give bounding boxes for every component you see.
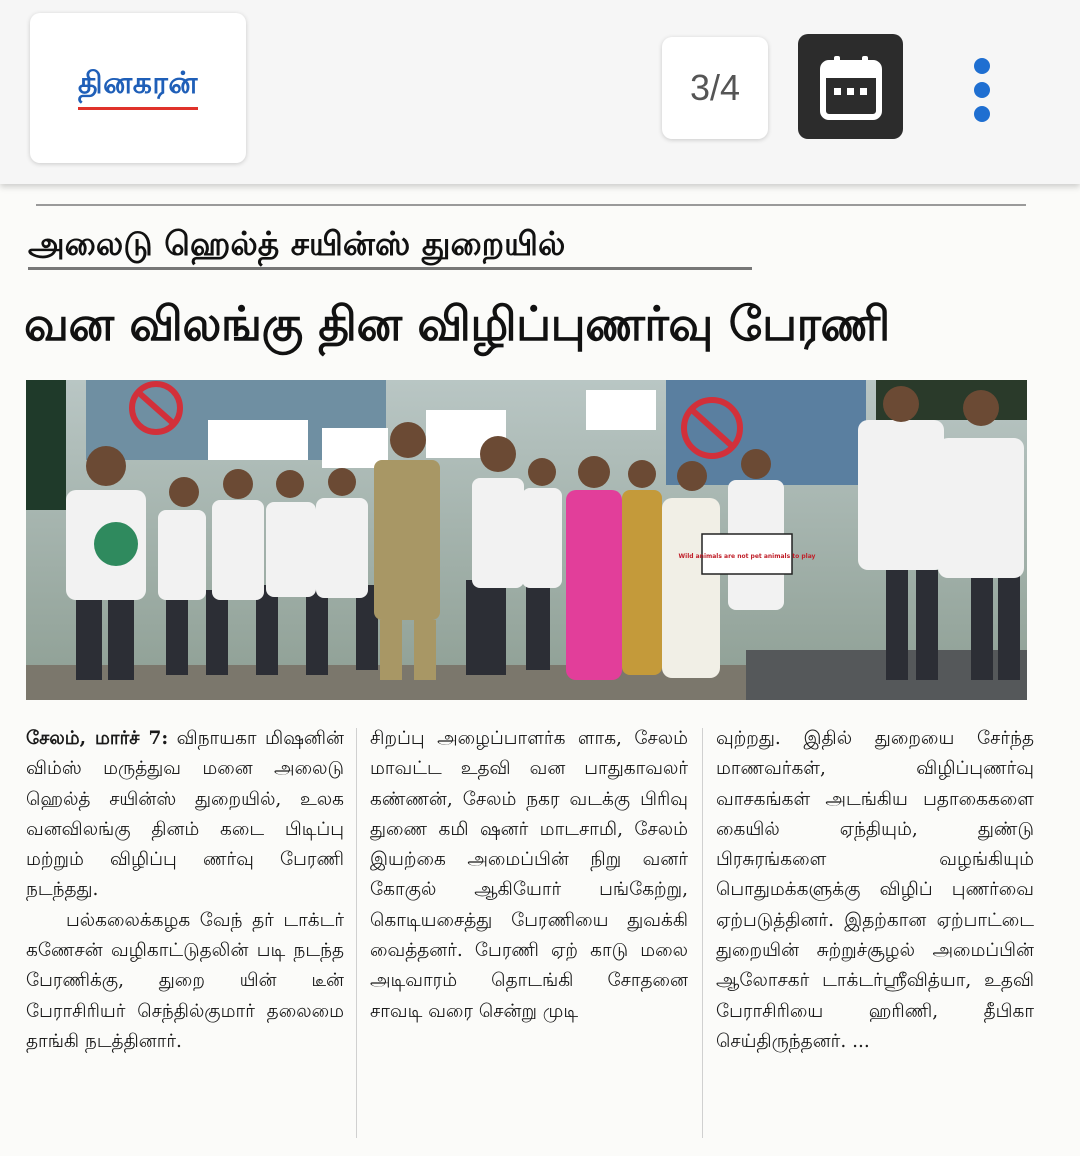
article-paragraph: சிறப்பு அழைப்பாளர்க ளாக, சேலம் மாவட்ட உதவி வன பாதுகாவலர் கண்ணன், சேலம் நகர வடக்கு பிரிவு துணை கமி ஷனர் மாடசாமி, சேலம் இயற்கை அமைப்பின் நிறு வனர் கோகுல் ஆகியோர் பங்கேற்று, கொடியசைத்து பேரணியை துவக்கி வைத்தனர். பேரணி ஏற் காடு மலை அடிவாரம் தொடங்கி சோதனை சாவடி வரை சென்று முடி (370, 728, 688, 1022)
article-column-1 (26, 724, 344, 1144)
article-column-3 (716, 724, 1034, 1144)
kebab-menu-icon (972, 57, 992, 123)
article-dateline: சேலம், மார்ச் 7: (26, 728, 169, 749)
article-photo (26, 380, 1027, 700)
newspaper-logo[interactable] (30, 13, 246, 163)
article-body (26, 724, 1036, 1144)
article-paragraph: வுற்றது. இதில் துறையை சேர்ந்த மாணவர்கள், விழிப்புணர்வு வாசகங்கள் அடங்கிய பதாகைகளை கையில் ஏந்தியும், துண்டு பிரசுரங்களை வழங்கியும் பொதுமக்களுக்கு விழிப் புணர்வை ஏற்படுத்தினர். இதற்கான ஏற்பாட்டை துறையின் சுற்றுச்சூழல் அமைப்பின் ஆலோசகர் டாக்டர்ஸ்ரீவித்யா, உதவி பேராசிரியை ஹரிணி, தீபிகா செய்திருந்தனர். (716, 728, 1034, 1052)
page-counter: 3/4 (662, 37, 768, 139)
column-divider (702, 728, 703, 1138)
article-column-2 (370, 724, 688, 1144)
article-paragraph: பல்கலைக்கழக வேந் தர் டாக்டர் கணேசன் வழிகாட்டுதலின் படி நடந்த பேரணிக்கு, துறை யின் டீன் பேராசிரியர் செந்தில்குமார் தலைமை தாங்கி நடத்தினார். (26, 909, 344, 1052)
top-rule (36, 204, 1026, 206)
column-divider (356, 728, 357, 1138)
calendar-icon (820, 54, 882, 120)
article-headline: வன விலங்கு தின விழிப்புணர்வு பேரணி (24, 297, 890, 352)
article-kicker: அலைடு ஹெல்த் சயின்ஸ் துறையில் (28, 218, 752, 270)
photo-sign-text: Wild animals are not pet animals to play (678, 553, 816, 560)
logo-text: தினகரன் (78, 66, 198, 110)
article-paragraph: விநாயகா மிஷனின் விம்ஸ் மருத்துவ மனை அலைடு ஹெல்த் சயின்ஸ் துறையில், உலக வனவிலங்கு தினம் கடை பிடிப்பு மற்றும் விழிப்பு ணர்வு பேரணி நடந்தது. (26, 728, 344, 901)
more-options-button[interactable] (950, 50, 1014, 130)
app-toolbar (0, 0, 1080, 184)
calendar-button[interactable] (798, 34, 903, 139)
continuation-ellipsis: ... (852, 1030, 870, 1052)
newspaper-clipping (0, 184, 1080, 1156)
